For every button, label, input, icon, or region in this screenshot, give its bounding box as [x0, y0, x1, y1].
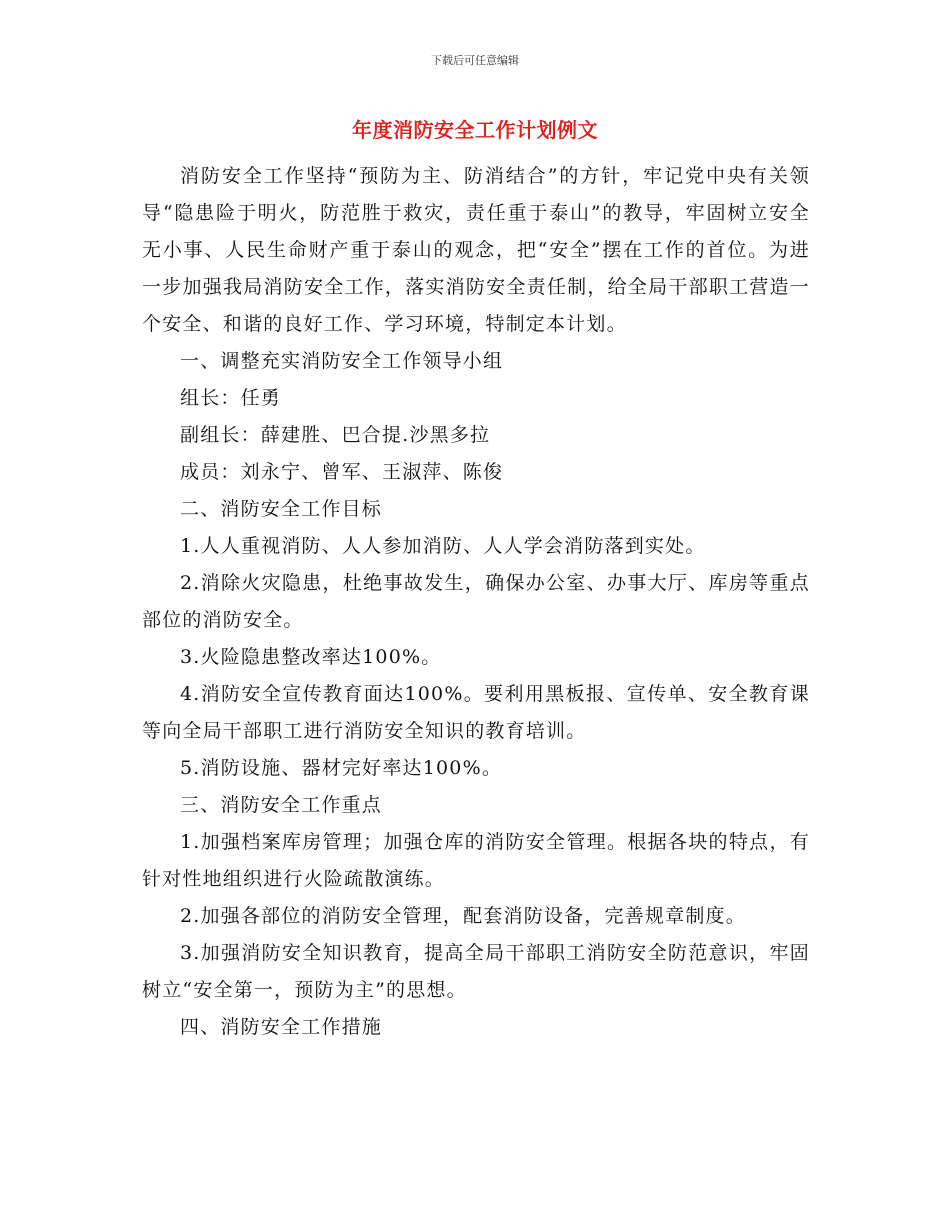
paragraph-intro: 消防安全工作坚持“预防为主、防消结合”的方针，牢记党中央有关领导“隐患险于明火，防范胜于救灾，责任重于泰山”的教导，牢固树立安全无小事、人民生命财产重于泰山的观念，把“安全”摆在工作的首位。为进一步加强我局消防安全工作，落实消防安全责任制，给全局干部职工营造一个安全、和谐的良好工作、学习环境，特制定本计划。: [142, 165, 810, 335]
section-heading-4: 四、消防安全工作措施: [180, 1016, 383, 1038]
list-item: 2.消除火灾隐患，杜绝事故发生，确保办公室、办事大厅、库房等重点部位的消防安全。: [142, 572, 810, 631]
paragraph-leader: 组长：任勇: [180, 387, 282, 409]
section-heading-1: 一、调整充实消防安全工作领导小组: [180, 350, 504, 372]
paragraph-members: 成员：刘永宁、曾军、王淑萍、陈俊: [180, 461, 504, 483]
list-item: 1.人人重视消防、人人参加消防、人人学会消防落到实处。: [180, 535, 706, 557]
document-title: 年度消防安全工作计划例文: [352, 118, 598, 142]
list-item: 5.消防设施、器材完好率达100%。: [180, 757, 503, 779]
paragraph-deputy-leader: 副组长：薛建胜、巴合提.沙黑多拉: [180, 424, 491, 446]
list-item: 4.消防安全宣传教育面达100%。要利用黑板报、宣传单、安全教育课等向全局干部职工进行消防安全知识的教育培训。: [142, 683, 810, 742]
document-body: [142, 158, 810, 1046]
list-item: 3.加强消防安全知识教育，提高全局干部职工消防安全防范意识，牢固树立“安全第一，预防为主”的思想。: [142, 942, 810, 1001]
list-item: 3.火险隐患整改率达100%。: [180, 646, 442, 668]
header-note: 下载后可任意编辑: [431, 54, 519, 67]
list-item: 1.加强档案库房管理；加强仓库的消防安全管理。根据各块的特点，有针对性地组织进行火险疏散演练。: [142, 831, 810, 890]
section-heading-2: 二、消防安全工作目标: [180, 498, 383, 520]
section-heading-3: 三、消防安全工作重点: [180, 794, 383, 816]
list-item: 2.加强各部位的消防安全管理，配套消防设备，完善规章制度。: [180, 905, 746, 927]
